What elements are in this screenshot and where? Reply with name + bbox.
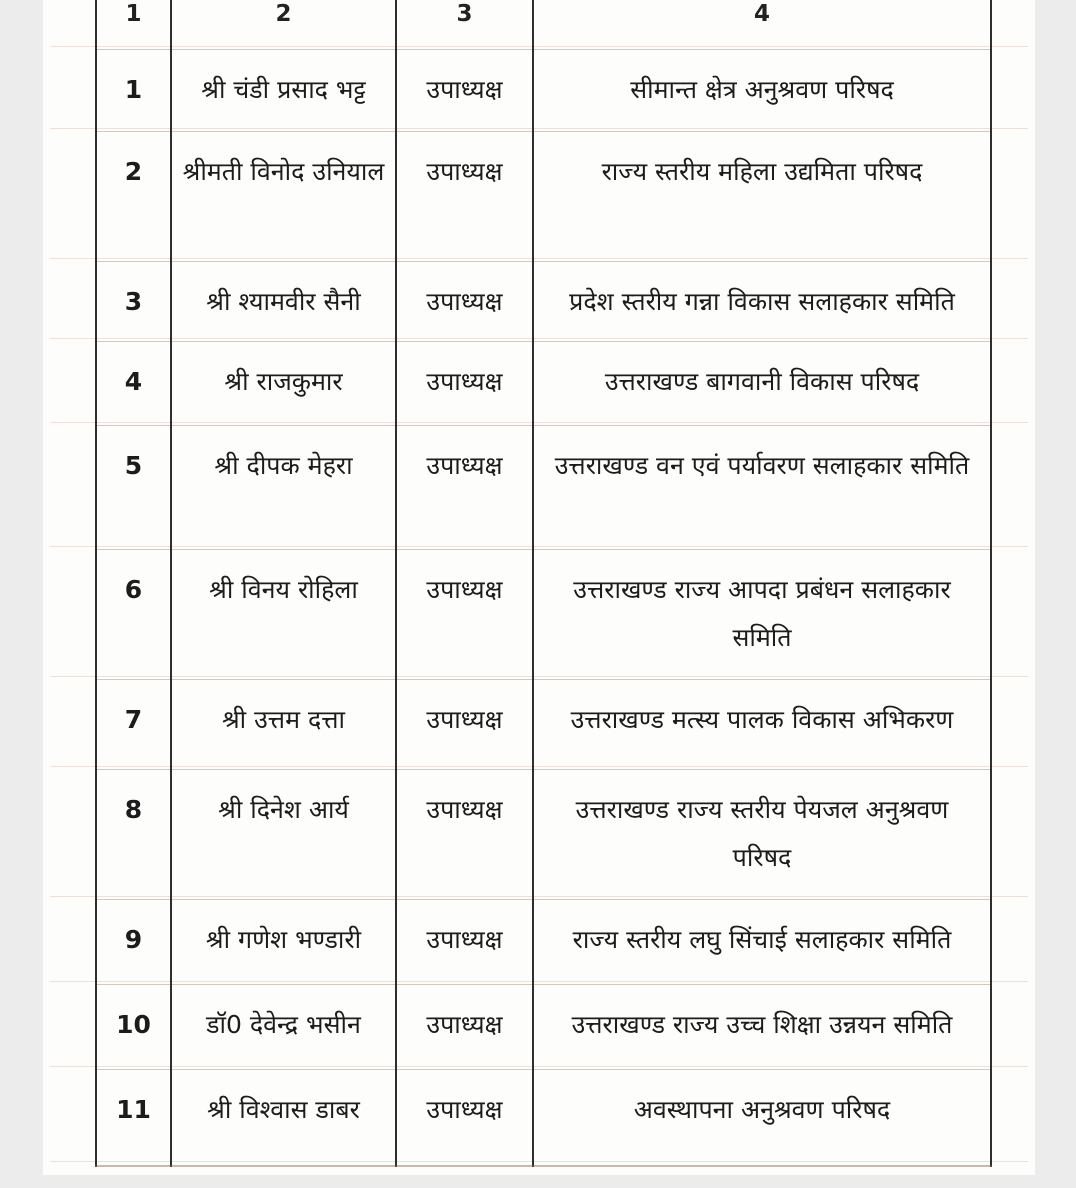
name-cell: श्री दीपक मेहरा [171, 426, 396, 550]
name-cell: श्री विश्वास डाबर [171, 1070, 396, 1166]
name-cell: डॉ0 देवेन्द्र भसीन [171, 985, 396, 1070]
name-cell: श्री श्यामवीर सैनी [171, 262, 396, 342]
designation-cell: उपाध्यक्ष [396, 680, 533, 770]
serial-cell: 11 [96, 1070, 171, 1166]
designation-cell: उपाध्यक्ष [396, 900, 533, 985]
table-row [96, 426, 991, 550]
organization-cell: उत्तराखण्ड बागवानी विकास परिषद [533, 342, 991, 426]
designation-cell: उपाध्यक्ष [396, 50, 533, 132]
column-number: 1 [125, 1, 142, 27]
column-number: 4 [753, 1, 770, 27]
serial-cell: 8 [96, 770, 171, 900]
designation-cell: उपाध्यक्ष [396, 132, 533, 262]
serial-cell: 3 [96, 262, 171, 342]
column-number-cell [96, 0, 171, 50]
table-row [96, 770, 991, 900]
serial-cell: 10 [96, 985, 171, 1070]
name-cell: श्री दिनेश आर्य [171, 770, 396, 900]
table-row [96, 342, 991, 426]
serial-cell: 4 [96, 342, 171, 426]
table-row [96, 550, 991, 680]
organization-cell: राज्य स्तरीय महिला उद्यमिता परिषद [533, 132, 991, 262]
organization-cell: उत्तराखण्ड वन एवं पर्यावरण सलाहकार समिति [533, 426, 991, 550]
serial-cell: 2 [96, 132, 171, 262]
designation-cell: उपाध्यक्ष [396, 770, 533, 900]
designation-cell: उपाध्यक्ष [396, 342, 533, 426]
table-row [96, 680, 991, 770]
column-number: 2 [275, 1, 292, 27]
table-row [96, 900, 991, 985]
organization-cell: सीमान्त क्षेत्र अनुश्रवण परिषद [533, 50, 991, 132]
table-row [96, 132, 991, 262]
name-cell: श्री विनय रोहिला [171, 550, 396, 680]
serial-cell: 9 [96, 900, 171, 985]
column-number-header-row [96, 0, 991, 50]
column-number-cell [533, 0, 991, 50]
organization-cell: उत्तराखण्ड मत्स्य पालक विकास अभिकरण [533, 680, 991, 770]
designation-cell: उपाध्यक्ष [396, 426, 533, 550]
appointments-table [95, 0, 992, 1167]
serial-cell: 7 [96, 680, 171, 770]
table-row [96, 262, 991, 342]
designation-cell: उपाध्यक्ष [396, 985, 533, 1070]
column-number-cell [171, 0, 396, 50]
column-number: 3 [456, 1, 473, 27]
name-cell: श्री राजकुमार [171, 342, 396, 426]
designation-cell: उपाध्यक्ष [396, 262, 533, 342]
organization-cell: उत्तराखण्ड राज्य उच्च शिक्षा उन्नयन समिति [533, 985, 991, 1070]
serial-cell: 5 [96, 426, 171, 550]
serial-cell: 1 [96, 50, 171, 132]
name-cell: श्री गणेश भण्डारी [171, 900, 396, 985]
designation-cell: उपाध्यक्ष [396, 1070, 533, 1166]
serial-cell: 6 [96, 550, 171, 680]
name-cell: श्री उत्तम दत्ता [171, 680, 396, 770]
organization-cell: उत्तराखण्ड राज्य स्तरीय पेयजल अनुश्रवण परिषद [533, 770, 991, 900]
table-row [96, 1070, 991, 1166]
organization-cell: अवस्थापना अनुश्रवण परिषद [533, 1070, 991, 1166]
name-cell: श्रीमती विनोद उनियाल [171, 132, 396, 262]
name-cell: श्री चंडी प्रसाद भट्ट [171, 50, 396, 132]
table-row [96, 50, 991, 132]
designation-cell: उपाध्यक्ष [396, 550, 533, 680]
organization-cell: राज्य स्तरीय लघु सिंचाई सलाहकार समिति [533, 900, 991, 985]
table-row [96, 985, 991, 1070]
organization-cell: उत्तराखण्ड राज्य आपदा प्रबंधन सलाहकार समिति [533, 550, 991, 680]
column-number-cell [396, 0, 533, 50]
organization-cell: प्रदेश स्तरीय गन्ना विकास सलाहकार समिति [533, 262, 991, 342]
